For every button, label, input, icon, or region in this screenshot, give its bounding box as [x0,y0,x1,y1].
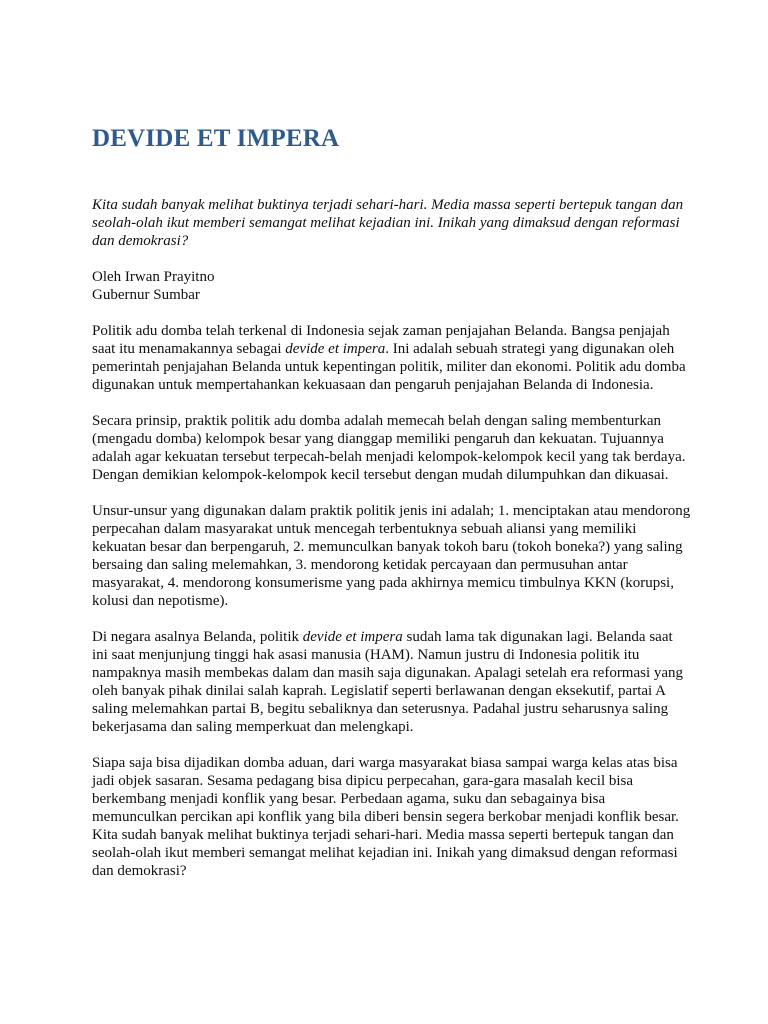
body-paragraph-5: Siapa saja bisa dijadikan domba aduan, dari warga masyarakat biasa sampai warga kelas atas bisa jadi objek sasaran. Sesama pedagang bisa dipicu perpecahan, gara-gara masalah kecil bisa berkembang menjadi konflik yang besar. Perbedaan agama, suku dan sebagainya bisa memunculkan percikan api konflik yang bila diberi bensin segera berkobar menjadi konflik besar. Kita sudah banyak melihat buktinya terjadi sehari-hari. Media massa seperti bertepuk tangan dan seolah-olah ikut memberi semangat melihat kejadian ini. Inikah yang dimaksud dengan reformasi dan demokrasi? [92,755,679,879]
body-paragraph-2: Secara prinsip, praktik politik adu domba adalah memecah belah dengan saling membenturkan (mengadu domba) kelompok besar yang dianggap memiliki pengaruh dan kekuatan. Tujuannya adalah agar kekuatan tersebut terpecah-belah menjadi kelompok-kelompok kecil yang tak berdaya. Dengan demikian kelompok-kelompok kecil tersebut dengan mudah dilumpuhkan dan dikuasai. [92,413,686,483]
paragraph-4-emphasis: devide et impera [302,629,403,645]
document-content [92,124,692,898]
body-paragraph-3: Unsur-unsur yang digunakan dalam praktik politik jenis ini adalah; 1. menciptakan atau mendorong perpecahan dalam masyarakat untuk mencegah terbentuknya sebuah aliansi yang memiliki kekuatan besar dan berpengaruh, 2. memunculkan banyak tokoh baru (tokoh boneka?) yang saling bersaing dan saling melemahkan, 3. mendorong ketidak percayaan dan permusuhan antar masyarakat, 4. mendorong konsumerisme yang pada akhirnya memicu timbulnya KKN (korupsi, kolusi dan nepotisme). [92,503,691,609]
lead-paragraph: Kita sudah banyak melihat buktinya terjadi sehari-hari. Media massa seperti bertepuk tangan dan seolah-olah ikut memberi semangat melihat kejadian ini. Inikah yang dimaksud dengan reformasi dan demokrasi? [92,197,684,249]
paragraph-1-emphasis: devide et impera [285,341,386,357]
author-block [92,268,692,304]
document-title: DEVIDE ET IMPERA [92,125,340,152]
author-name: Oleh Irwan Prayitno [92,269,215,285]
paragraph-4-text-b: sudah lama tak digunakan lagi. Belanda saat ini saat menjunjung tinggi hak asasi manusia (HAM). Namun justru di Indonesia politik itu nampaknya masih membekas dalam dan masih saja digunakan. Apalagi setelah era reformasi yang oleh banyak pihak dinilai salah kaprah. Legislatif seperti berlawanan dengan eksekutif, partai A saling melemahkan partai B, begitu sebaliknya dan seterusnya. Padahal justru seharusnya saling bekerjasama dan saling memperkuat dan melengkapi. [92,629,684,735]
paragraph-4-text-a: Di negara asalnya Belanda, politik [92,629,303,645]
author-role: Gubernur Sumbar [92,287,200,303]
paragraph-1-text-a: Politik adu domba telah terkenal di Indonesia sejak zaman penjajahan Belanda. Bangsa penjajah saat itu menamakannya sebagai [92,323,670,357]
body-paragraph-4 [92,628,692,736]
paragraph-1-text-b: . Ini adalah sebuah strategi yang digunakan oleh pemerintah penjajahan Belanda untuk kepentingan politik, militer dan ekonomi. Politik adu domba digunakan untuk mempertahankan kekuasaan dan pengaruh penjajahan Belanda di Indonesia. [92,341,686,393]
body-paragraph-1 [92,322,692,394]
